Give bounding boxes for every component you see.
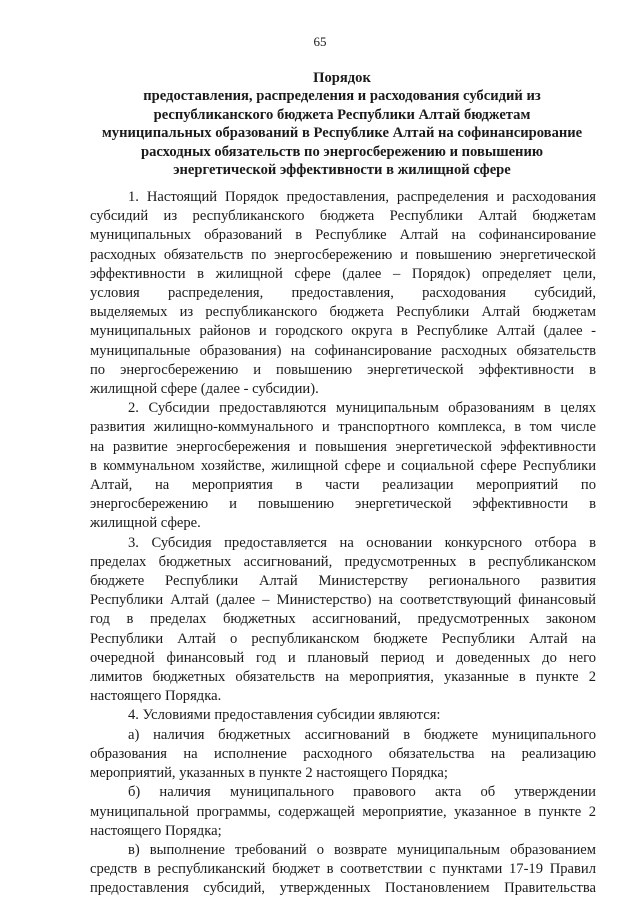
paragraph-4b-line: настоящего Порядка; — [90, 822, 222, 839]
paragraph-1-line: муниципальные образования) на софинансирование расходных обязательств — [90, 342, 596, 359]
paragraph-4a-line: образования на исполнение расходного обязательства на реализацию — [90, 745, 596, 762]
paragraph-2-line: 2. Субсидии предоставляются муниципальным образованиям в целях — [128, 400, 596, 417]
paragraph-2-line: Алтай, на мероприятия в части реализации мероприятий по — [90, 477, 596, 494]
title-line: республиканского бюджета Республики Алтай бюджетам — [153, 106, 531, 123]
paragraph-2-line: жилищной сфере. — [90, 515, 201, 532]
paragraph-2-line: энергосбережению и повышению энергетической эффективности в — [90, 496, 596, 513]
paragraph-2-line: в коммунальном хозяйстве, жилищной сфере и социальной сфере Республики — [90, 457, 596, 474]
paragraph-3-line: очередной финансовый год и плановый период и доведенных до него — [90, 649, 596, 666]
paragraph-3-line: настоящего Порядка. — [90, 688, 222, 705]
title-heading: Порядок — [313, 70, 371, 86]
paragraph-1-line: эффективности в жилищной сфере (далее – Порядок) определяет цели, — [90, 265, 596, 282]
paragraph-1-line: выделяемых из республиканского бюджета Республики Алтай бюджетам — [90, 304, 596, 321]
document-body — [90, 188, 596, 899]
paragraph-3-line: лимитов бюджетных обязательств на мероприятия, указанные в пункте 2 — [90, 669, 596, 686]
paragraph-3-line: Республики Алтай (далее – Министерство) на соответствующий финансовый — [90, 592, 596, 609]
paragraph-1-line: расходных обязательств по энергосбережению и повышению энергетической — [90, 246, 596, 263]
title-line: энергетической эффективности в жилищной сфере — [173, 162, 511, 179]
paragraph-2-line: развития жилищно-коммунального и транспортного комплекса, в том числе — [90, 419, 596, 436]
paragraph-4b-line: б) наличия муниципального правового акта об утверждении — [128, 784, 596, 801]
page-number: 65 — [313, 34, 327, 49]
paragraph-4c-line: в) выполнение требований о возврате муниципальным образованием — [128, 841, 596, 858]
paragraph-3-line: Республики Алтай о республиканском бюджете Республики Алтай на — [90, 630, 596, 647]
paragraph-3-line: 3. Субсидия предоставляется на основании конкурсного отбора в — [128, 534, 596, 551]
paragraph-1-line: по энергосбережению и повышению энергетической эффективности в — [90, 361, 596, 378]
paragraph-3-line: год в пределах бюджетных ассигнований, предусмотренных законом — [90, 611, 596, 628]
paragraph-4-line: 4. Условиями предоставления субсидии являются: — [128, 707, 441, 724]
paragraph-4c-line: средств в республиканский бюджет в соответствии с пунктами 17-19 Правил — [90, 861, 596, 878]
paragraph-1-line: субсидий из республиканского бюджета Республики Алтай бюджетам — [90, 208, 596, 225]
paragraph-3-line: пределах бюджетных ассигнований, предусмотренных в республиканском — [90, 553, 596, 570]
paragraph-1-line: 1. Настоящий Порядок предоставления, распределения и расходования — [128, 189, 596, 205]
paragraph-4a-line: мероприятий, указанных в пункте 2 настоящего Порядка; — [90, 765, 448, 782]
paragraph-2-line: на развитие энергосбережения и повышения энергетической эффективности — [90, 438, 596, 455]
document-title — [88, 69, 596, 179]
paragraph-4a-line: а) наличия бюджетных ассигнований в бюджете муниципального — [128, 726, 596, 743]
paragraph-1-line: муниципальных образований в Республике Алтай на софинансирование — [90, 227, 596, 244]
paragraph-1-line: условия распределения, предоставления, расходования субсидий, — [90, 285, 596, 302]
paragraph-4b-line: муниципальной программы, содержащей мероприятие, указанное в пункте 2 — [90, 803, 596, 820]
title-line: муниципальных образований в Республике Алтай на софинансирование — [101, 125, 583, 142]
paragraph-4c-line: предоставления субсидий, утвержденных Постановлением Правительства — [90, 880, 596, 897]
title-line: расходных обязательств по энергосбережению и повышению — [140, 143, 544, 160]
title-line: предоставления, распределения и расходования субсидий из — [143, 88, 541, 105]
paragraph-3-line: бюджете Республики Алтай Министерству регионального развития — [90, 573, 596, 590]
paragraph-1-line: жилищной сфере (далее - субсидии). — [90, 381, 319, 398]
paragraph-1-line: муниципальных районов и городского округа в Республике Алтай (далее - — [90, 323, 596, 340]
